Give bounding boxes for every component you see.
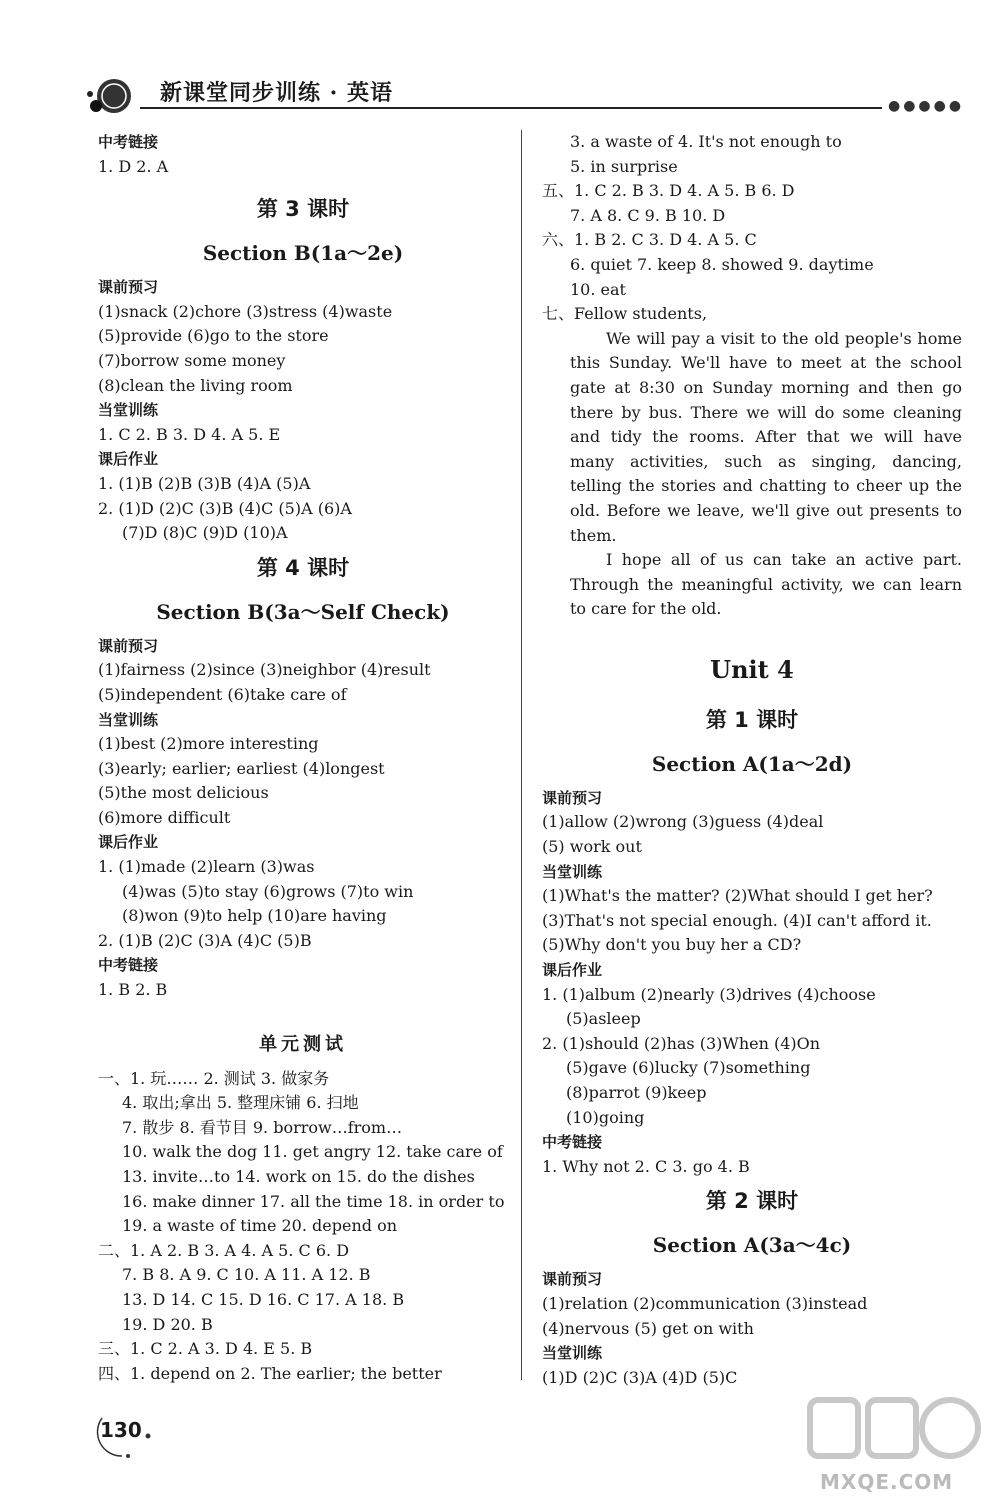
- answer-line: 4. 取出;拿出 5. 整理床铺 6. 扫地: [122, 1093, 359, 1113]
- logo-icon: [84, 72, 134, 120]
- answer-line: 2. (1)B (2)C (3)A (4)C (5)B: [98, 930, 312, 950]
- header-rule: [140, 107, 882, 109]
- answer-line: 19. D 20. B: [122, 1314, 213, 1334]
- essay-paragraph-text: I hope all of us can take an active part. Through the meaningful activity, we can learn to care for the old.: [570, 550, 962, 619]
- answer-line: 7. 散步 8. 看节目 9. borrow…from…: [122, 1117, 403, 1137]
- column-divider: [521, 130, 522, 1380]
- label-exam-link: 中考链接: [98, 133, 159, 151]
- answer-line: (1)fairness (2)since (3)neighbor (4)result: [98, 660, 431, 680]
- answer-line: 四、1. depend on 2. The earlier; the better: [98, 1363, 442, 1383]
- answer-line: 1. Why not 2. C 3. go 4. B: [542, 1156, 750, 1176]
- answer-line: (4)nervous (5) get on with: [542, 1318, 754, 1338]
- label-class-practice: 当堂训练: [98, 401, 159, 420]
- label-preview: 课前预习: [98, 636, 159, 655]
- answer-line: 10. walk the dog 11. get angry 12. take care of: [122, 1142, 503, 1162]
- answer-line: (1)What's the matter? (2)What should I get her?: [542, 886, 933, 906]
- section-title: Section B(3a～Self Check): [156, 599, 450, 624]
- answer-line: 1. C 2. B 3. D 4. A 5. E: [98, 424, 281, 444]
- answer-line: 1. (1)B (2)B (3)B (4)A (5)A: [98, 473, 311, 493]
- label-homework: 课后作业: [98, 450, 159, 469]
- book-title: 新课堂同步训练 · 英语: [160, 80, 393, 106]
- section-title: Section A(1a～2d): [651, 751, 853, 776]
- page-header: [0, 60, 1000, 130]
- label-class-practice: 当堂训练: [542, 1344, 603, 1363]
- header-dots-icon: ●●●●●: [888, 98, 965, 114]
- answer-line: 19. a waste of time 20. depend on: [122, 1216, 398, 1236]
- lesson-title: 第 3 课时: [256, 197, 350, 222]
- answer-line: (7)borrow some money: [98, 350, 286, 370]
- answer-line: (8)clean the living room: [98, 375, 293, 395]
- answer-line: (5) work out: [542, 837, 642, 857]
- page-number: 130: [100, 1418, 142, 1442]
- answer-line: (5)provide (6)go to the store: [98, 326, 329, 346]
- answer-line: 16. make dinner 17. all the time 18. in order to: [122, 1191, 505, 1211]
- answer-line: 13. invite…to 14. work on 15. do the dishes: [122, 1167, 475, 1186]
- watermark-text: MXQE.COM: [820, 1470, 954, 1494]
- answer-line: (8)won (9)to help (10)are having: [122, 906, 387, 926]
- answer-line: (3)That's not special enough. (4)I can't afford it.: [542, 910, 932, 930]
- answer-line: (5)the most delicious: [98, 783, 269, 803]
- label-class-practice: 当堂训练: [542, 862, 603, 881]
- answer-line: 7. B 8. A 9. C 10. A 11. A 12. B: [122, 1265, 371, 1285]
- label-homework: 课后作业: [542, 961, 603, 980]
- essay-paragraph-text: We will pay a visit to the old people's home this Sunday. We'll have to meet at the school gate at 8:30 on Sunday morning and then go there by bus. There we will do some cleaning and tidy the rooms. After that we will have many activities, such as singing, dancing, telling the stories and chatting to cheer up the old. Before we leave, we'll give out presents to them.: [570, 328, 962, 545]
- answer-line: (1)allow (2)wrong (3)guess (4)deal: [542, 812, 824, 832]
- answer-line: (5)asleep: [566, 1009, 641, 1029]
- answer-line: 6. quiet 7. keep 8. showed 9. daytime: [570, 254, 874, 274]
- essay-paragraph: [542, 548, 962, 622]
- answer-line: 5. in surprise: [570, 156, 678, 176]
- answer-line: 三、1. C 2. A 3. D 4. E 5. B: [98, 1339, 313, 1359]
- answer-line: (5)Why don't you buy her a CD?: [542, 935, 802, 955]
- answer-line: 7. A 8. C 9. B 10. D: [570, 205, 726, 225]
- answer-line: 10. eat: [570, 279, 626, 299]
- answer-line: 2. (1)should (2)has (3)When (4)On: [542, 1033, 821, 1053]
- section-title: Section A(3a～4c): [652, 1233, 852, 1258]
- unit-title: Unit 4: [710, 654, 794, 684]
- label-preview: 课前预习: [98, 278, 159, 297]
- unit-test-title: 单元测试: [259, 1033, 347, 1055]
- left-column: [98, 130, 508, 1386]
- label-exam-link: 中考链接: [98, 956, 159, 975]
- label-preview: 课前预习: [542, 788, 603, 807]
- answer-line: 1. (1)made (2)learn (3)was: [98, 857, 315, 877]
- label-preview: 课前预习: [542, 1270, 603, 1289]
- answer-line: (8)parrot (9)keep: [566, 1083, 707, 1102]
- lesson-title: 第 2 课时: [705, 1189, 799, 1214]
- answer-line: 一、1. 玩…… 2. 测试 3. 做家务: [98, 1068, 330, 1088]
- answer-line: (4)was (5)to stay (6)grows (7)to win: [122, 881, 414, 901]
- answer-line: (1)best (2)more interesting: [98, 734, 319, 754]
- answer-line: 七、Fellow students,: [542, 304, 708, 324]
- answer-line: (1)D (2)C (3)A (4)D (5)C: [542, 1367, 738, 1387]
- answer-line: 1. (1)album (2)nearly (3)drives (4)choose: [542, 984, 876, 1004]
- label-homework: 课后作业: [98, 833, 159, 852]
- answer-line: 1. B 2. B: [98, 980, 168, 1000]
- section-title: Section B(1a～2e): [202, 241, 404, 266]
- answer-line: 3. a waste of 4. It's not enough to: [570, 132, 842, 151]
- answer-line: (3)early; earlier; earliest (4)longest: [98, 758, 385, 778]
- answer-line: 13. D 14. C 15. D 16. C 17. A 18. B: [122, 1289, 405, 1309]
- answer-line: 2. (1)D (2)C (3)B (4)C (5)A (6)A: [98, 498, 352, 518]
- lesson-title: 第 1 课时: [705, 707, 799, 732]
- answer-line: 1. D 2. A: [98, 156, 169, 176]
- right-column: [542, 130, 962, 1390]
- answer-line: (7)D (8)C (9)D (10)A: [122, 523, 288, 543]
- label-exam-link: 中考链接: [542, 1133, 603, 1152]
- answer-line: (5)independent (6)take care of: [98, 684, 347, 704]
- answer-line: (1)relation (2)communication (3)instead: [542, 1293, 868, 1313]
- answer-line: 二、1. A 2. B 3. A 4. A 5. C 6. D: [98, 1240, 350, 1260]
- answer-line: (6)more difficult: [98, 807, 231, 827]
- essay-paragraph: [542, 327, 962, 548]
- answer-line: (5)gave (6)lucky (7)something: [566, 1058, 811, 1078]
- answer-line: 五、1. C 2. B 3. D 4. A 5. B 6. D: [542, 181, 795, 201]
- answer-line: 六、1. B 2. C 3. D 4. A 5. C: [542, 230, 757, 250]
- label-class-practice: 当堂训练: [98, 710, 159, 729]
- lesson-title: 第 4 课时: [256, 555, 350, 580]
- answer-line: (1)snack (2)chore (3)stress (4)waste: [98, 301, 393, 321]
- answer-line: (10)going: [566, 1107, 645, 1127]
